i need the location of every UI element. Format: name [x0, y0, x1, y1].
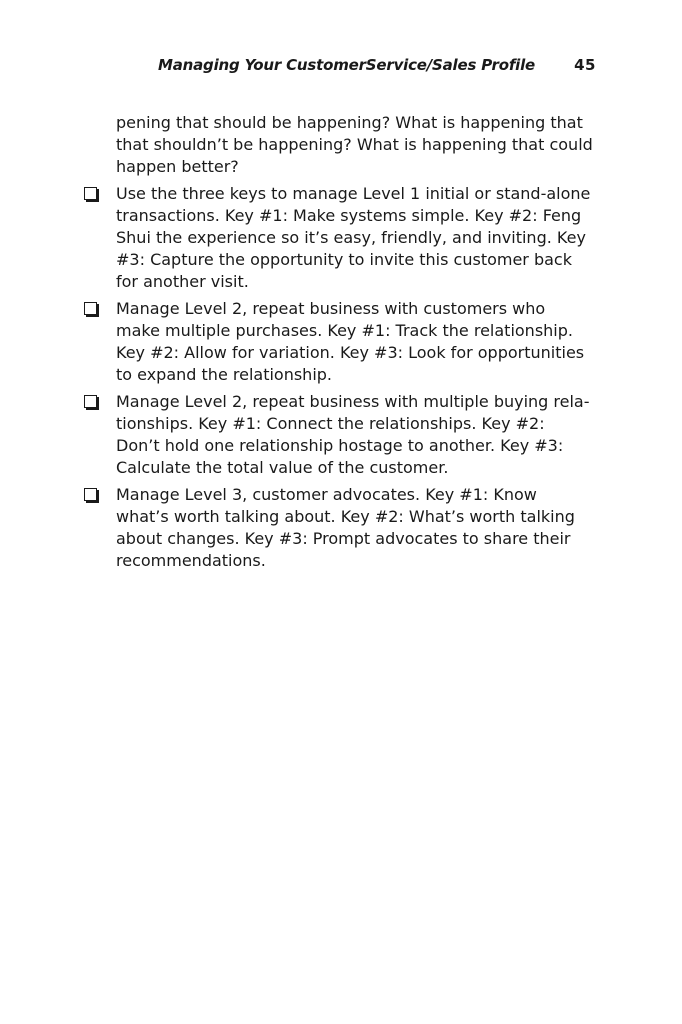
- text-line: Manage Level 3, customer advocates. Key #1: Know: [116, 485, 537, 504]
- text-line: make multiple purchases. Key #1: Track the relationship.: [116, 321, 573, 340]
- checklist-item: [84, 391, 604, 479]
- text-line: to expand the relationship.: [116, 365, 332, 384]
- text-line: tionships. Key #1: Connect the relationships. Key #2:: [116, 414, 545, 433]
- text-line: pening that should be happening? What is happening that: [116, 113, 583, 132]
- checklist-item: [84, 298, 604, 386]
- text-line: that shouldn’t be happening? What is happening that could: [116, 135, 593, 154]
- checkbox-icon: [84, 302, 97, 315]
- text-line: Calculate the total value of the customer.: [116, 458, 449, 477]
- checklist-item: [84, 484, 604, 572]
- text-line: recommendations.: [116, 551, 266, 570]
- checkbox-icon: [84, 395, 97, 408]
- text-line: Use the three keys to manage Level 1 initial or stand-alone: [116, 184, 591, 203]
- text-line: #3: Capture the opportunity to invite this customer back: [116, 250, 572, 269]
- checkbox-icon: [84, 488, 97, 501]
- page-number: 45: [574, 56, 596, 74]
- checkbox-icon: [84, 187, 97, 200]
- text-line: happen better?: [116, 157, 239, 176]
- text-line: transactions. Key #1: Make systems simple. Key #2: Feng: [116, 206, 582, 225]
- text-line: Shui the experience so it’s easy, friendly, and inviting. Key: [116, 228, 586, 247]
- text-line: Key #2: Allow for variation. Key #3: Look for opportunities: [116, 343, 585, 362]
- text-line: about changes. Key #3: Prompt advocates to share their: [116, 529, 571, 548]
- page-body: [84, 112, 604, 577]
- text-line: Manage Level 2, repeat business with customers who: [116, 299, 546, 318]
- text-line: for another visit.: [116, 272, 249, 291]
- text-line: what’s worth talking about. Key #2: What’s worth talking: [116, 507, 575, 526]
- intro-paragraph: [116, 112, 604, 178]
- text-line: Don’t hold one relationship hostage to another. Key #3:: [116, 436, 564, 455]
- text-line: Manage Level 2, repeat business with multiple buying rela-: [116, 392, 590, 411]
- running-title: Managing Your CustomerService/Sales Profile: [158, 56, 536, 74]
- running-header: [158, 54, 598, 76]
- checklist-item: [84, 183, 604, 293]
